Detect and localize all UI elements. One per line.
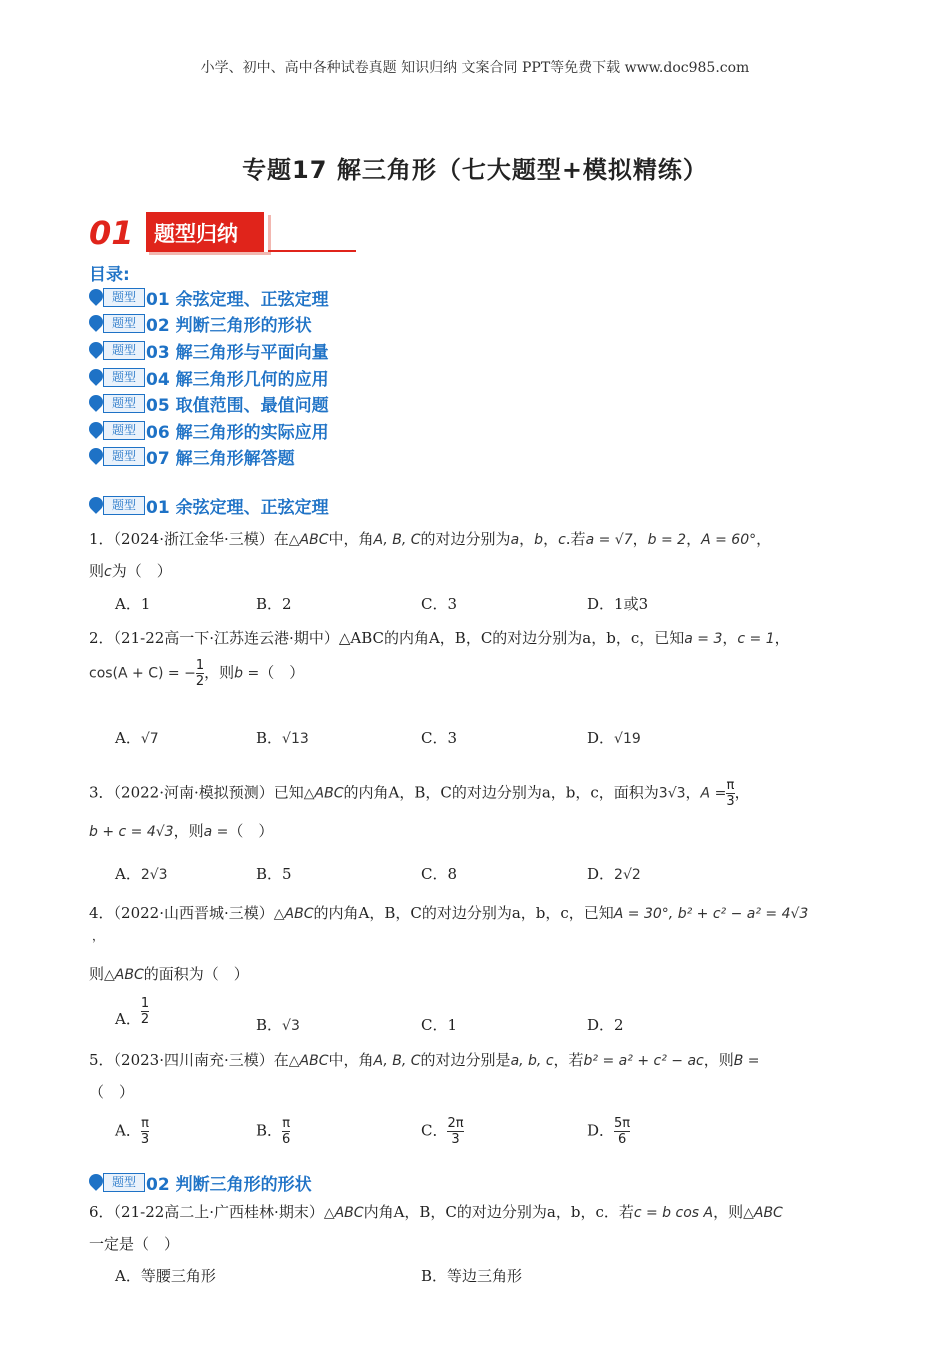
toc-item-5[interactable]: 题型 05 取值范围、最值问题 [89, 391, 329, 415]
q3-option-b[interactable]: B．5 [256, 865, 292, 883]
q2-option-b[interactable]: B．√13 [256, 729, 309, 747]
q6-option-b[interactable]: B．等边三角形 [421, 1267, 523, 1285]
question-4-line3: 则△ABC的面积为（ ） [89, 965, 249, 983]
topic-badge-icon: 题型 [89, 313, 145, 333]
question-1-stem: 1．（2024·浙江金华·三模）在△ABC中，角A, B, C的对边分别为a，b，c.若a = √7，b = 2，A = 60°， [89, 530, 772, 548]
document-title: 专题17 解三角形（七大题型+模拟精练） [242, 156, 708, 184]
q3-option-a[interactable]: A．2√3 [115, 865, 168, 883]
q4-option-a[interactable]: A． $\frac{1}{2}$ [115, 995, 150, 1028]
topic-badge-icon: 题型 [89, 287, 145, 307]
toc-item-3[interactable]: 题型 03 解三角形与平面向量 [89, 338, 329, 362]
q6-option-a[interactable]: A．等腰三角形 [115, 1267, 216, 1285]
question-3-line2: b + c = 4√3，则a =（ ） [89, 822, 274, 840]
topic-badge-icon: 题型 [89, 420, 145, 440]
q5-option-d[interactable]: D． $\frac{5\pi}{6}$ [587, 1116, 631, 1147]
q1-option-b[interactable]: B．2 [256, 595, 292, 613]
topic-badge-icon: 题型 [89, 367, 145, 387]
topic-badge-icon: 题型 [89, 446, 145, 466]
q1-option-d[interactable]: D．1或3 [587, 595, 649, 613]
q4-option-b[interactable]: B．√3 [256, 1016, 300, 1034]
toc-item-2[interactable]: 题型 02 判断三角形的形状 [89, 311, 312, 335]
topic-badge-icon: 题型 [89, 393, 145, 413]
question-6-stem: 6．（21-22高二上·广西桂林·期末）△ABC内角A，B，C的对边分别为a，b，c．若c = b cos A，则△ABC [89, 1203, 783, 1221]
q5-option-b[interactable]: B． $\frac{\pi}{6}$ [256, 1116, 291, 1147]
toc-item-4[interactable]: 题型 04 解三角形几何的应用 [89, 365, 329, 389]
q2-option-c[interactable]: C．3 [421, 729, 458, 747]
question-5-stem: 5．（2023·四川南充·三模）在△ABC中，角A, B, C的对边分别是a, b, c，若b² = a² + c² − ac，则B = [89, 1051, 760, 1069]
q2-option-a[interactable]: A．√7 [115, 729, 159, 747]
q5-option-c[interactable]: C． $\frac{2\pi}{3}$ [421, 1116, 464, 1147]
q4-option-d[interactable]: D．2 [587, 1016, 624, 1034]
banner-label: 题型归纳 [154, 222, 238, 246]
toc-item-6[interactable]: 题型 06 解三角形的实际应用 [89, 418, 329, 442]
q2-option-d[interactable]: D．√19 [587, 729, 641, 747]
question-4-comma: ， [92, 929, 105, 943]
question-3-stem: 3．（2022·河南·模拟预测）已知△ABC的内角A，B，C的对边分别为a，b，c，面积为3√3，A = $\frac{\pi}{3}$ ， [89, 778, 750, 809]
page-header: 小学、初中、高中各种试卷真题 知识归纳 文案合同 PPT等免费下载 www.doc985.com [200, 60, 750, 76]
question-1-line2: 则c为（ ） [89, 562, 172, 580]
question-2-line2: cos(A + C) = − $\frac{1}{2}$ ，则b =（ ） [89, 658, 305, 689]
toc-item-7[interactable]: 题型 07 解三角形解答题 [89, 444, 295, 468]
q5-option-a[interactable]: A． $\frac{\pi}{3}$ [115, 1116, 150, 1147]
q1-option-c[interactable]: C．3 [421, 595, 458, 613]
q3-option-d[interactable]: D．2√2 [587, 865, 641, 883]
section-heading-1: 题型 01 余弦定理、正弦定理 [89, 493, 329, 517]
q1-option-a[interactable]: A．1 [115, 595, 151, 613]
question-2-stem: 2．（21-22高一下·江苏连云港·期中）△ABC的内角A，B，C的对边分别为a，b，c，已知a = 3，c = 1， [89, 629, 790, 647]
q4-option-c[interactable]: C．1 [421, 1016, 458, 1034]
toc-item-1[interactable]: 题型 01 余弦定理、正弦定理 [89, 285, 329, 309]
section-heading-2: 题型 02 判断三角形的形状 [89, 1170, 312, 1194]
question-4-stem: 4．（2022·山西晋城·三模）△ABC的内角A，B，C的对边分别为a，b，c，已知A = 30°, b² + c² − a² = 4√3 [89, 904, 809, 922]
question-6-line2: 一定是（ ） [89, 1235, 180, 1253]
q3-option-c[interactable]: C．8 [421, 865, 458, 883]
toc-title: 目录: [89, 265, 130, 285]
question-5-line2: （ ） [89, 1083, 135, 1101]
topic-badge-icon: 题型 [89, 1172, 145, 1192]
topic-badge-icon: 题型 [89, 495, 145, 515]
banner-number: 01 [89, 214, 134, 252]
topic-badge-icon: 题型 [89, 340, 145, 360]
